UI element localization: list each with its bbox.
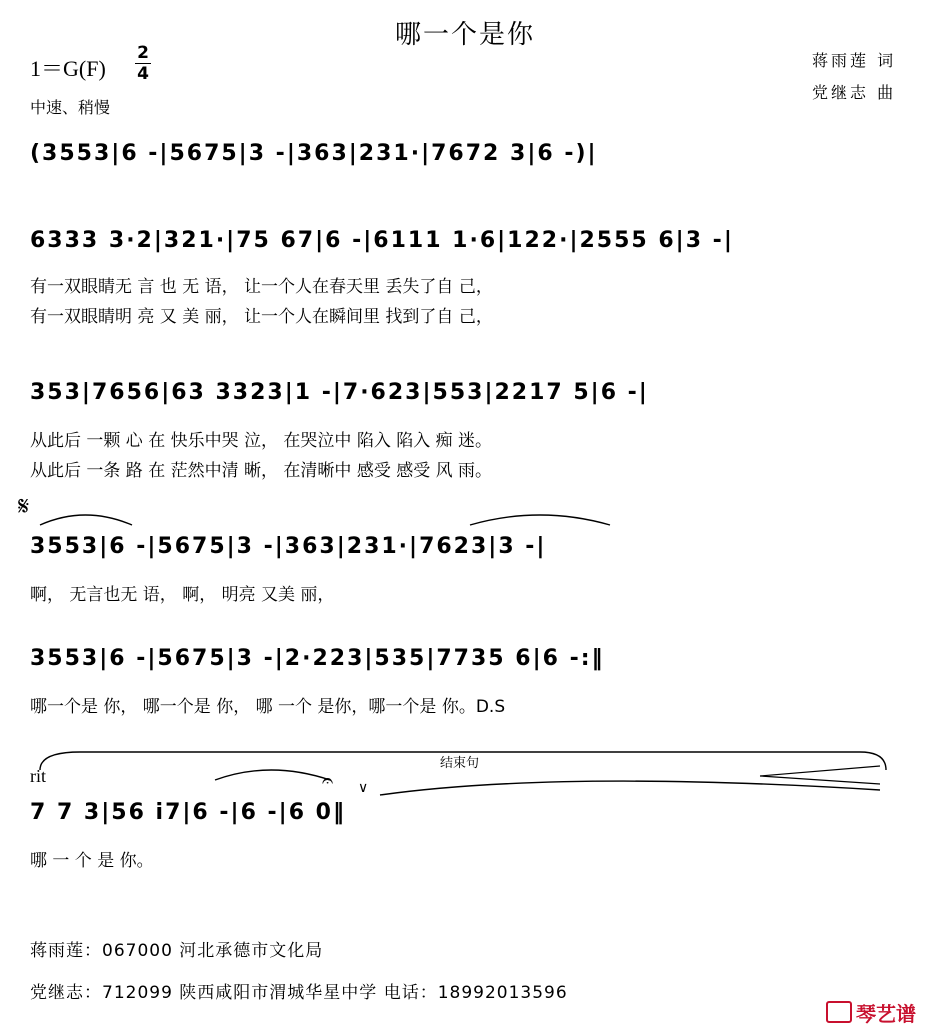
lyric-line-6: 哪 一 个 是 你。 [30,851,154,871]
segno-sign: 𝄋 [18,492,30,522]
lyric-line-2-verse-2: 有一双眼睛明 亮 又 美 丽， 让一个人在瞬间里 找到了自 己， [30,307,493,327]
lyric-line-4: 啊， 无言也无 语， 啊， 明亮 又美 丽， [30,585,335,605]
meter-top: 2 [137,43,149,63]
lyric-line-5: 哪一个是 你， 哪一个是 你， 哪 一个 是你，哪一个是 你。D.S [30,697,506,717]
slur-line-4-a [40,515,132,525]
decrescendo-hairpin [760,766,880,784]
ending-label: 结束句 [440,756,480,771]
tie-line-6 [380,781,880,795]
watermark-mark-icon [826,1001,852,1023]
lyric-line-3-verse-1: 从此后 一颗 心 在 快乐中哭 泣， 在哭泣中 陷入 陷入 痴 迷。 [30,431,493,451]
key-signature: 1＝G(F) [30,56,106,81]
watermark-logo [826,998,916,1027]
lyricist-credit: 蒋雨莲 词 [812,51,897,70]
watermark-text: 琴艺谱 [856,1002,916,1026]
notation-line-6: 7 7 3|56 i7|6 -|6 -|6 0‖ [30,800,346,825]
slur-line-4-b [470,515,610,525]
notation-line-2: 6333 3·2|321·|75 67|6 -|6111 1·6|122·|2555 6|3 -| [30,228,734,253]
song-title: 哪一个是你 [394,20,535,50]
lyric-line-3-verse-2: 从此后 一条 路 在 茫然中清 晰， 在清晰中 感受 感受 风 雨。 [30,461,493,481]
slur-line-6-a [215,770,330,780]
meter-bottom: 4 [137,64,149,84]
ending-bracket [40,752,886,770]
contact-composer: 党继志：712099 陕西咸阳市渭城华星中学 电话：18992013596 [30,983,568,1003]
notation-line-5: 3553|6 -|5675|3 -|2·223|535|7735 6|6 -:‖ [30,646,605,671]
tempo-marking: 中速、稍慢 [30,98,111,117]
notation-line-3: 353|7656|63 3323|1 -|7·623|553|2217 5|6 -| [30,380,649,405]
fermata-sign: 𝄐 [322,768,334,792]
rit-marking: rit [30,766,46,786]
notation-line-4: 3553|6 -|5675|3 -|363|231·|7623|3 -| [30,534,547,559]
breath-mark: ∨ [358,780,369,796]
contact-lyricist: 蒋雨莲：067000 河北承德市文化局 [30,941,324,961]
lyric-line-2-verse-1: 有一双眼睛无 言 也 无 语， 让一个人在春天里 丢失了自 己， [30,277,493,297]
notation-line-1: (3553|6 -|5675|3 -|363|231·|7672 3|6 -)| [30,141,598,166]
composer-credit: 党继志 曲 [812,83,897,102]
